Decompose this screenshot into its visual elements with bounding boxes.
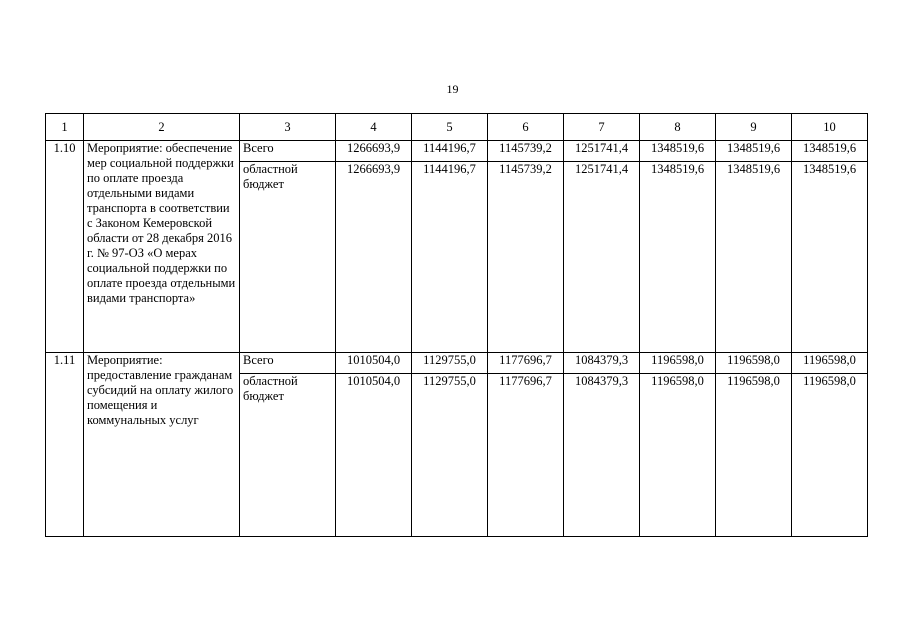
column-header: 8 [640, 114, 716, 141]
column-header: 9 [716, 114, 792, 141]
table-row [46, 141, 868, 162]
value-cell: 1196598,0 [640, 374, 716, 537]
column-header: 5 [412, 114, 488, 141]
column-header: 7 [564, 114, 640, 141]
funding-source: областной бюджет [240, 162, 336, 353]
value-cell: 1251741,4 [564, 141, 640, 162]
value-cell: 1196598,0 [716, 374, 792, 537]
funding-source: областной бюджет [240, 374, 336, 537]
value-cell: 1010504,0 [336, 353, 412, 374]
value-cell: 1348519,6 [640, 162, 716, 353]
value-cell: 1266693,9 [336, 141, 412, 162]
column-header: 1 [46, 114, 84, 141]
value-cell: 1144196,7 [412, 141, 488, 162]
value-cell: 1129755,0 [412, 374, 488, 537]
value-cell: 1196598,0 [792, 374, 868, 537]
column-header: 3 [240, 114, 336, 141]
value-cell: 1084379,3 [564, 353, 640, 374]
column-number-row [46, 114, 868, 141]
event-description: Мероприятие: предоставление гражданам субсидий на оплату жилого помещения и коммунальных услуг [84, 353, 240, 537]
budget-table [45, 113, 868, 537]
event-description: Мероприятие: обеспечение мер социальной поддержки по оплате проезда отдельными видами транспорта в соответствии с Законом Кемеровской области от 28 декабря 2016 г. № 97-ОЗ «О мерах социальной поддержки по оплате проезда отдельными видами транспорта» [84, 141, 240, 353]
value-cell: 1084379,3 [564, 374, 640, 537]
value-cell: 1010504,0 [336, 374, 412, 537]
column-header: 2 [84, 114, 240, 141]
value-cell: 1145739,2 [488, 141, 564, 162]
value-cell: 1177696,7 [488, 353, 564, 374]
row-number: 1.10 [46, 141, 84, 353]
value-cell: 1144196,7 [412, 162, 488, 353]
value-cell: 1177696,7 [488, 374, 564, 537]
column-header: 6 [488, 114, 564, 141]
value-cell: 1196598,0 [640, 353, 716, 374]
page-number: 19 [446, 82, 459, 96]
value-cell: 1348519,6 [640, 141, 716, 162]
column-header: 10 [792, 114, 868, 141]
value-cell: 1196598,0 [716, 353, 792, 374]
funding-source: Всего [240, 141, 336, 162]
row-number: 1.11 [46, 353, 84, 537]
value-cell: 1196598,0 [792, 353, 868, 374]
value-cell: 1348519,6 [716, 141, 792, 162]
value-cell: 1348519,6 [716, 162, 792, 353]
value-cell: 1348519,6 [792, 141, 868, 162]
value-cell: 1145739,2 [488, 162, 564, 353]
column-header: 4 [336, 114, 412, 141]
value-cell: 1348519,6 [792, 162, 868, 353]
value-cell: 1251741,4 [564, 162, 640, 353]
value-cell: 1266693,9 [336, 162, 412, 353]
table-row [46, 353, 868, 374]
funding-source: Всего [240, 353, 336, 374]
value-cell: 1129755,0 [412, 353, 488, 374]
